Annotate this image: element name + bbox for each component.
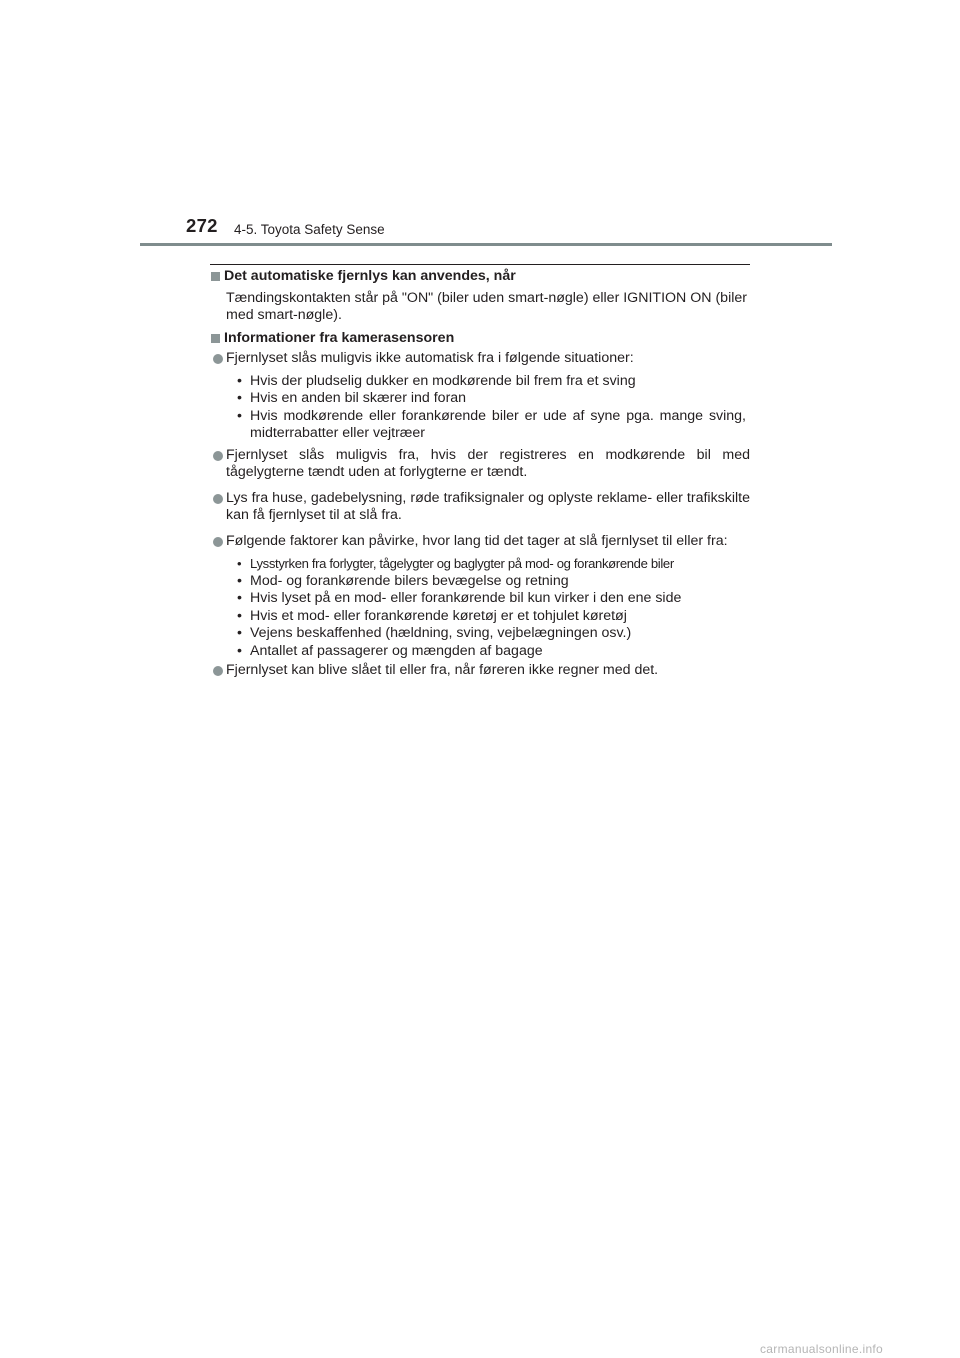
sub-bullet-item: • Hvis modkørende eller forankørende biler er ude af syne pga. mange sving, midterrabatter eller vejtræer [210,408,750,443]
sub-bullet-list [210,555,750,660]
sub-bullet-item: • Hvis et mod- eller forankørende køretøj er et tohjulet køretøj [210,608,750,626]
sub-bullet-item: • Hvis lyset på en mod- eller forankørende bil kun virker i den ene side [210,590,750,608]
body-text-ignition: Tændingskontakten står på "ON" (biler uden smart-nøgle) eller IGNITION ON (biler med smart-nøgle). [226,289,747,323]
page-content [210,264,750,680]
circle-bullet-icon [213,354,223,364]
item-text: Fjernlyset slås muligvis fra, hvis der registreres en modkørende bil med tågelygterne tændt uden at forlygterne er tændt. [226,446,750,480]
circle-bullet-icon [213,537,223,547]
circle-bullet-icon [213,494,223,504]
sub-bullet-list [210,373,750,443]
page-number: 272 [186,215,218,236]
heading-text: Det automatiske fjernlys kan anvendes, når [224,268,516,284]
header-rule [140,243,832,246]
section-heading-auto-high-beam [210,268,750,286]
section-title: 4-5. Toyota Safety Sense [234,222,385,237]
sub-bullet-item: • Lysstyrken fra forlygter, tågelygter og baglygter på mod- og forankørende biler [210,555,750,573]
sub-bullet-item: • Mod- og forankørende bilers bevægelse og retning [210,573,750,591]
square-bullet-icon [211,272,220,281]
sub-bullet-item: • Vejens beskaffenhed (hældning, sving, vejbelægningen osv.) [210,625,750,643]
list-item [210,447,750,482]
item-text: Fjernlyset slås muligvis ikke automatisk fra i følgende situationer: [226,350,634,366]
sub-bullet-item: • Hvis en anden bil skærer ind foran [210,390,750,408]
list-item [210,662,750,680]
sub-bullet-item: • Antallet af passagerer og mængden af bagage [210,643,750,661]
item-text: Fjernlyset kan blive slået til eller fra, når føreren ikke regner med det. [226,662,659,678]
section-heading-camera-sensor [210,330,750,348]
watermark[interactable]: carmanualsonline.info [760,1342,884,1356]
list-item [210,350,750,368]
sub-bullet-item: • Hvis der pludselig dukker en modkørende bil frem fra et sving [210,373,750,391]
list-item [210,533,750,551]
square-bullet-icon [211,334,220,343]
item-text: Lys fra huse, gadebelysning, røde trafiksignaler og oplyste reklame- eller trafikskilte kan få fjernlyset til at slå fra. [226,489,750,523]
list-item [210,490,750,525]
circle-bullet-icon [213,666,223,676]
circle-bullet-icon [213,451,223,461]
heading-text: Informationer fra kamerasensoren [224,329,455,346]
item-text: Følgende faktorer kan påvirke, hvor lang tid det tager at slå fjernlyset til eller fra: [226,532,728,549]
